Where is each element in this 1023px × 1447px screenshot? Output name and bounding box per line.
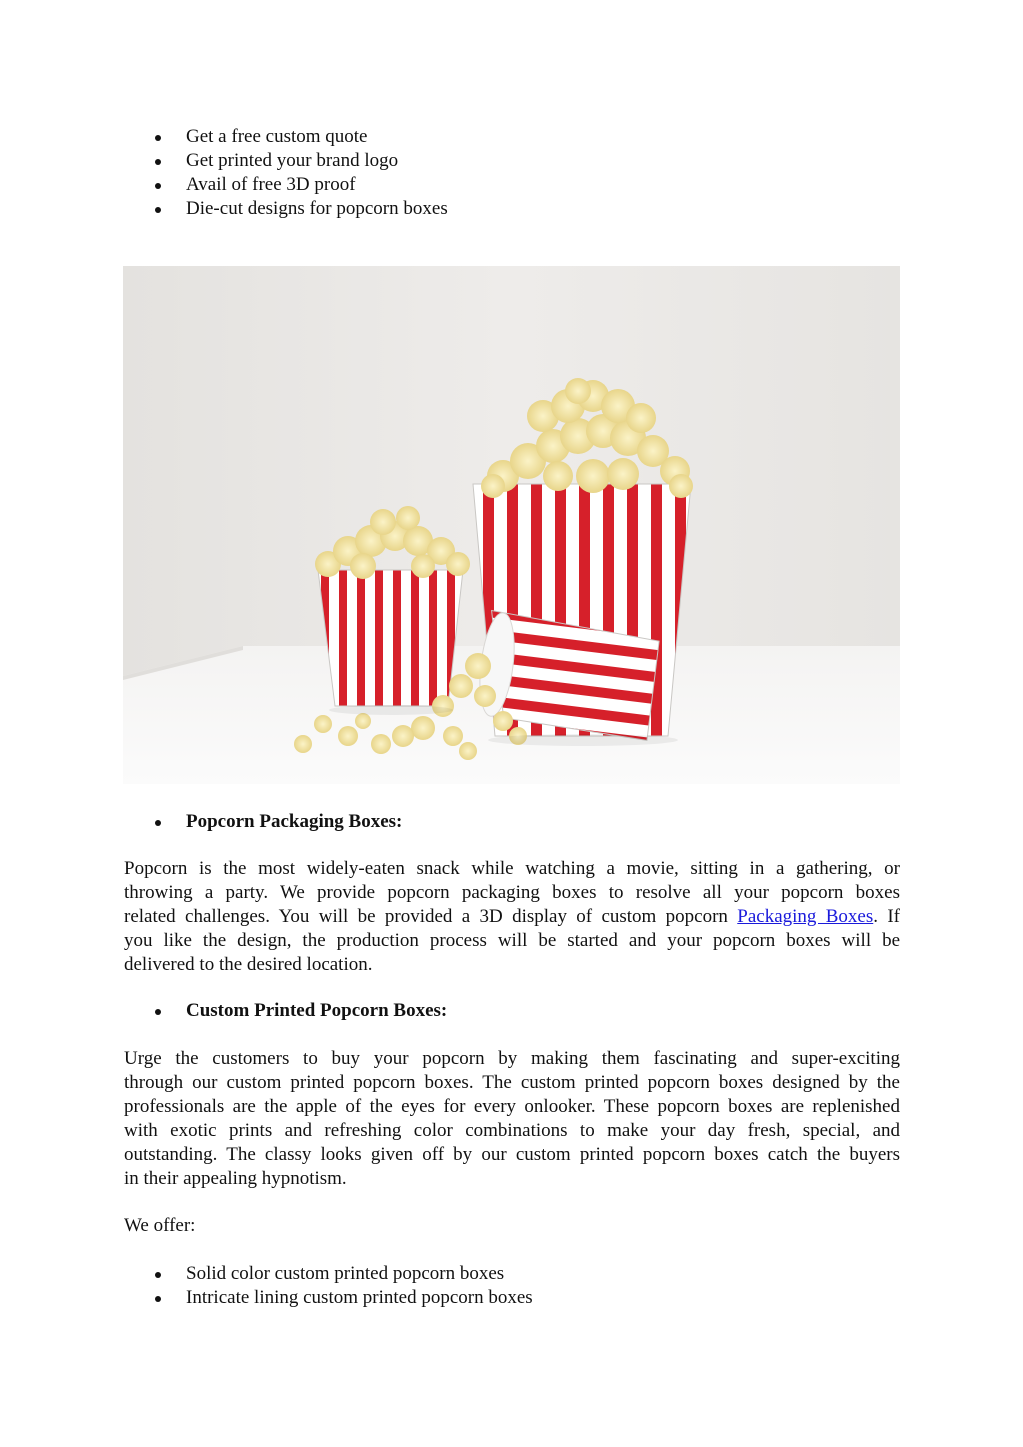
list-item-text: Solid color custom printed popcorn boxes xyxy=(186,1263,505,1284)
paragraph-line xyxy=(124,905,900,929)
paragraph-line: outstanding. The classy looks given off by our custom printed popcorn boxes catch the buyers xyxy=(124,1144,900,1165)
section-heading-popcorn-packaging xyxy=(124,810,900,834)
list-item xyxy=(124,1286,900,1310)
bullet-icon xyxy=(155,1296,161,1302)
list-item-text: Avail of free 3D proof xyxy=(186,174,356,195)
list-item xyxy=(124,1262,900,1286)
paragraph-line: Popcorn is the most widely-eaten snack while watching a movie, sitting in a gathering, or xyxy=(124,858,900,879)
paragraph-custom-printed xyxy=(124,1047,900,1191)
text-run: related challenges. You will be provided a 3D display of custom popcorn xyxy=(124,906,738,927)
list-item xyxy=(124,125,900,149)
bullet-icon xyxy=(155,820,161,826)
paragraph-popcorn-packaging xyxy=(124,857,900,977)
list-item xyxy=(124,173,900,197)
bullet-icon xyxy=(155,183,161,189)
paragraph-line: you like the design, the production process will be started and your popcorn boxes will be xyxy=(124,930,900,951)
paragraph-line: with exotic prints and refreshing color combinations to make your day fresh, special, and xyxy=(124,1120,900,1141)
list-item-text: Die-cut designs for popcorn boxes xyxy=(186,198,448,219)
bullet-icon xyxy=(155,1272,161,1278)
heading-text: Popcorn Packaging Boxes: xyxy=(186,811,403,832)
list-item-text: Intricate lining custom printed popcorn boxes xyxy=(186,1287,533,1308)
section-heading-custom-printed xyxy=(124,999,900,1023)
popcorn-boxes-photo xyxy=(123,266,900,784)
bullet-icon xyxy=(155,207,161,213)
list-item xyxy=(124,197,900,221)
paragraph-line: in their appealing hypnotism. xyxy=(124,1168,347,1189)
text-run: . If xyxy=(873,906,900,927)
heading-text: Custom Printed Popcorn Boxes: xyxy=(186,1000,448,1021)
offer-list xyxy=(124,1262,900,1310)
paragraph-line: professionals are the apple of the eyes for every onlooker. These popcorn boxes are replenished xyxy=(124,1096,900,1117)
list-item-text: Get a free custom quote xyxy=(186,126,368,147)
list-item xyxy=(124,149,900,173)
bullet-icon xyxy=(155,1009,161,1015)
feature-list xyxy=(124,125,900,221)
packaging-boxes-link[interactable]: Packaging Boxes xyxy=(737,906,874,927)
paragraph-line: Urge the customers to buy your popcorn by making them fascinating and super-exciting xyxy=(124,1048,900,1069)
paragraph-line: throwing a party. We provide popcorn packaging boxes to resolve all your popcorn boxes xyxy=(124,882,900,903)
paragraph-line: We offer: xyxy=(124,1215,196,1236)
list-item-text: Get printed your brand logo xyxy=(186,150,399,171)
paragraph-line: through our custom printed popcorn boxes. The custom printed popcorn boxes designed by the xyxy=(124,1072,900,1093)
paragraph-line: delivered to the desired location. xyxy=(124,954,373,975)
bullet-icon xyxy=(155,135,161,141)
bullet-icon xyxy=(155,159,161,165)
we-offer-intro xyxy=(124,1214,900,1238)
